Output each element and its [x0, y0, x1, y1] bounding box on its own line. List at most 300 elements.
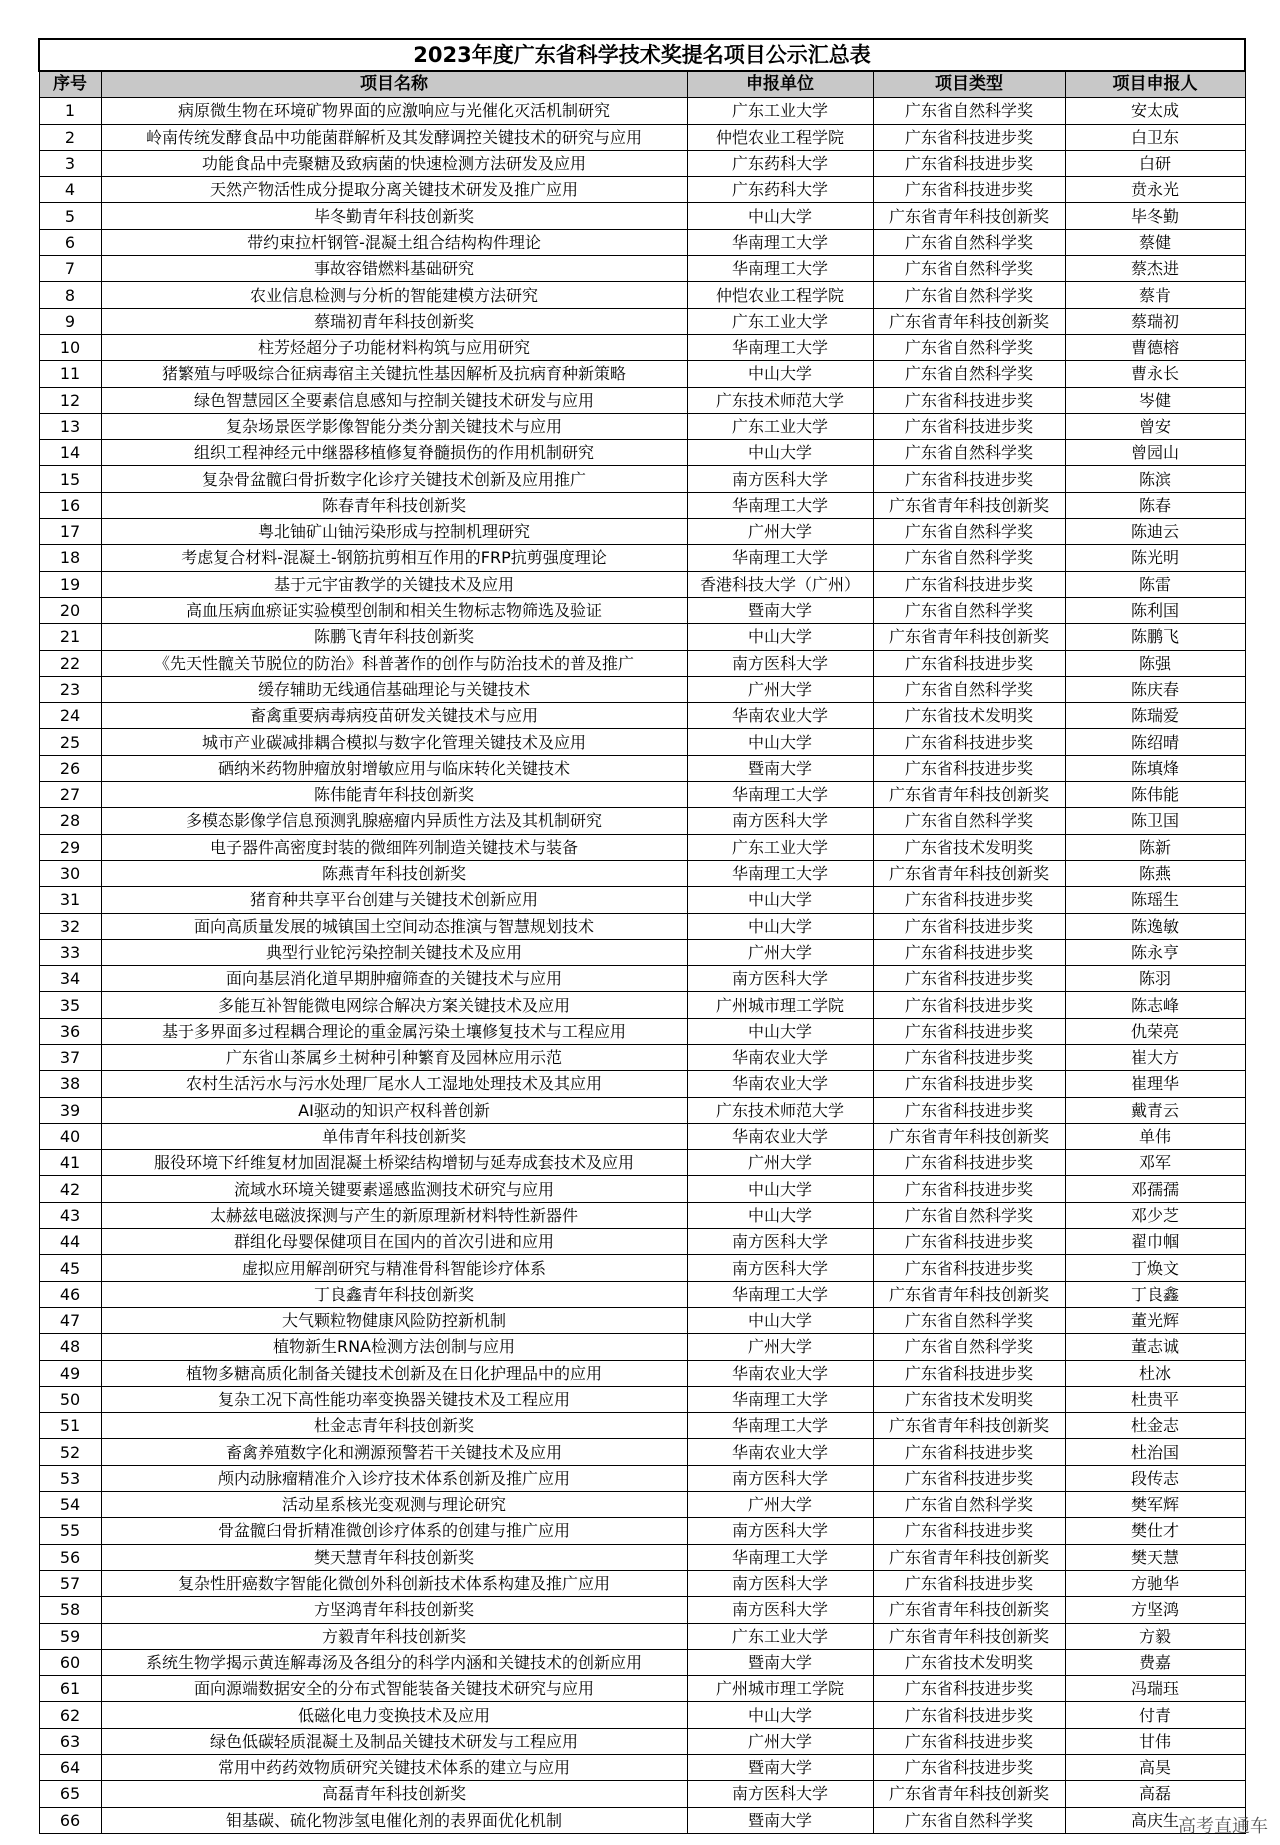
- project-name-cell: 基于多界面多过程耦合理论的重金属污染土壤修复技术与工程应用: [101, 1018, 687, 1044]
- applicant-unit-cell: 广东工业大学: [687, 1623, 873, 1649]
- project-name-cell: 畜禽养殖数字化和溯源预警若干关键技术及应用: [101, 1439, 687, 1465]
- row-number-cell: 56: [39, 1544, 101, 1570]
- project-type-cell: 广东省青年科技创新奖: [873, 1597, 1065, 1623]
- applicant-name-cell: 仇荣亮: [1065, 1018, 1245, 1044]
- row-number-cell: 58: [39, 1597, 101, 1623]
- applicant-name-cell: 陈绍晴: [1065, 729, 1245, 755]
- project-name-cell: 事故容错燃料基础研究: [101, 256, 687, 282]
- table-row: [39, 1465, 1245, 1491]
- project-name-cell: 方坚鸿青年科技创新奖: [101, 1597, 687, 1623]
- project-type-cell: 广东省科技进步奖: [873, 913, 1065, 939]
- applicant-name-cell: 陈志峰: [1065, 992, 1245, 1018]
- project-name-cell: 农业信息检测与分析的智能建模方法研究: [101, 282, 687, 308]
- applicant-unit-cell: 南方医科大学: [687, 1465, 873, 1491]
- table-row: [39, 150, 1245, 176]
- table-row: [39, 1176, 1245, 1202]
- table-row: [39, 913, 1245, 939]
- applicant-unit-cell: 广州大学: [687, 1728, 873, 1754]
- applicant-name-cell: 蔡瑞初: [1065, 308, 1245, 334]
- table-body: [39, 98, 1245, 1834]
- applicant-unit-cell: 南方医科大学: [687, 808, 873, 834]
- applicant-unit-cell: 仲恺农业工程学院: [687, 124, 873, 150]
- applicant-unit-cell: 华南理工大学: [687, 1386, 873, 1412]
- project-name-cell: 面向源端数据安全的分布式智能装备关键技术研究与应用: [101, 1676, 687, 1702]
- watermark-text: 高考直通车: [1178, 1816, 1268, 1837]
- project-name-cell: 陈春青年科技创新奖: [101, 492, 687, 518]
- project-type-cell: 广东省科技进步奖: [873, 150, 1065, 176]
- row-number-cell: 35: [39, 992, 101, 1018]
- table-row: [39, 1044, 1245, 1070]
- project-type-cell: 广东省科技进步奖: [873, 1044, 1065, 1070]
- row-number-cell: 13: [39, 413, 101, 439]
- applicant-unit-cell: 华南理工大学: [687, 860, 873, 886]
- applicant-unit-cell: 中山大学: [687, 1176, 873, 1202]
- applicant-name-cell: 陈鹏飞: [1065, 624, 1245, 650]
- applicant-unit-cell: 中山大学: [687, 1702, 873, 1728]
- project-name-cell: 骨盆髋臼骨折精准微创诊疗体系的创建与推广应用: [101, 1518, 687, 1544]
- table-row: [39, 1649, 1245, 1675]
- applicant-unit-cell: 广东技术师范大学: [687, 387, 873, 413]
- applicant-unit-cell: 广东工业大学: [687, 834, 873, 860]
- row-number-cell: 46: [39, 1281, 101, 1307]
- table-row: [39, 1150, 1245, 1176]
- applicant-name-cell: 杜贵平: [1065, 1386, 1245, 1412]
- project-name-cell: 广东省山茶属乡土树种引种繁育及园林应用示范: [101, 1044, 687, 1070]
- table-row: [39, 413, 1245, 439]
- row-number-cell: 33: [39, 939, 101, 965]
- project-name-cell: 系统生物学揭示黄连解毒汤及各组分的科学内涵和关键技术的创新应用: [101, 1649, 687, 1675]
- project-type-cell: 广东省科技进步奖: [873, 413, 1065, 439]
- project-name-cell: 毕冬勤青年科技创新奖: [101, 203, 687, 229]
- table-row: [39, 334, 1245, 360]
- project-type-cell: 广东省自然科学奖: [873, 1807, 1065, 1833]
- project-name-cell: 电子器件高密度封装的微细阵列制造关键技术与装备: [101, 834, 687, 860]
- project-type-cell: 广东省自然科学奖: [873, 256, 1065, 282]
- project-name-cell: 复杂场景医学影像智能分类分割关键技术与应用: [101, 413, 687, 439]
- header-project-name: 项目名称: [101, 71, 687, 98]
- applicant-unit-cell: 华南理工大学: [687, 334, 873, 360]
- row-number-cell: 66: [39, 1807, 101, 1833]
- applicant-name-cell: 陈瑞爱: [1065, 703, 1245, 729]
- table-row: [39, 203, 1245, 229]
- row-number-cell: 3: [39, 150, 101, 176]
- table-row: [39, 834, 1245, 860]
- row-number-cell: 14: [39, 440, 101, 466]
- applicant-unit-cell: 中山大学: [687, 203, 873, 229]
- applicant-name-cell: 丁良鑫: [1065, 1281, 1245, 1307]
- applicant-unit-cell: 中山大学: [687, 624, 873, 650]
- project-type-cell: 广东省青年科技创新奖: [873, 1544, 1065, 1570]
- row-number-cell: 42: [39, 1176, 101, 1202]
- project-type-cell: 广东省科技进步奖: [873, 1360, 1065, 1386]
- row-number-cell: 38: [39, 1071, 101, 1097]
- table-row: [39, 545, 1245, 571]
- project-name-cell: 服役环境下纤维复材加固混凝土桥梁结构增韧与延寿成套技术及应用: [101, 1150, 687, 1176]
- project-name-cell: 复杂工况下高性能功率变换器关键技术及工程应用: [101, 1386, 687, 1412]
- applicant-name-cell: 冯瑞珏: [1065, 1676, 1245, 1702]
- applicant-name-cell: 甘伟: [1065, 1728, 1245, 1754]
- table-row: [39, 256, 1245, 282]
- table-row: [39, 1439, 1245, 1465]
- table-row: [39, 1570, 1245, 1596]
- applicant-unit-cell: 中山大学: [687, 361, 873, 387]
- applicant-unit-cell: 广州大学: [687, 519, 873, 545]
- project-name-cell: 基于元宇宙教学的关键技术及应用: [101, 571, 687, 597]
- project-name-cell: 颅内动脉瘤精准介入诊疗技术体系创新及推广应用: [101, 1465, 687, 1491]
- applicant-unit-cell: 华南农业大学: [687, 1123, 873, 1149]
- row-number-cell: 25: [39, 729, 101, 755]
- table-row: [39, 1229, 1245, 1255]
- applicant-name-cell: 贲永光: [1065, 177, 1245, 203]
- applicant-name-cell: 曹德榕: [1065, 334, 1245, 360]
- project-type-cell: 广东省自然科学奖: [873, 519, 1065, 545]
- table-row: [39, 1755, 1245, 1781]
- project-name-cell: 虚拟应用解剖研究与精准骨科智能诊疗体系: [101, 1255, 687, 1281]
- table-row: [39, 1807, 1245, 1833]
- row-number-cell: 37: [39, 1044, 101, 1070]
- table-row: [39, 1781, 1245, 1807]
- table-row: [39, 1518, 1245, 1544]
- applicant-unit-cell: 华南理工大学: [687, 1281, 873, 1307]
- project-type-cell: 广东省自然科学奖: [873, 597, 1065, 623]
- project-name-cell: 常用中药药效物质研究关键技术体系的建立与应用: [101, 1755, 687, 1781]
- applicant-unit-cell: 华南理工大学: [687, 1413, 873, 1439]
- project-name-cell: 植物新生RNA检测方法创制与应用: [101, 1334, 687, 1360]
- applicant-unit-cell: 广州大学: [687, 676, 873, 702]
- applicant-unit-cell: 华南理工大学: [687, 492, 873, 518]
- project-type-cell: 广东省自然科学奖: [873, 1334, 1065, 1360]
- applicant-unit-cell: 南方医科大学: [687, 1255, 873, 1281]
- applicant-name-cell: 付青: [1065, 1702, 1245, 1728]
- row-number-cell: 52: [39, 1439, 101, 1465]
- table-row: [39, 1360, 1245, 1386]
- row-number-cell: 63: [39, 1728, 101, 1754]
- table-row: [39, 939, 1245, 965]
- table-row: [39, 124, 1245, 150]
- applicant-name-cell: 段传志: [1065, 1465, 1245, 1491]
- project-name-cell: 畜禽重要病毒病疫苗研发关键技术与应用: [101, 703, 687, 729]
- table-row: [39, 1334, 1245, 1360]
- project-type-cell: 广东省科技进步奖: [873, 966, 1065, 992]
- project-name-cell: 岭南传统发酵食品中功能菌群解析及其发酵调控关键技术的研究与应用: [101, 124, 687, 150]
- applicant-name-cell: 毕冬勤: [1065, 203, 1245, 229]
- project-type-cell: 广东省科技进步奖: [873, 1728, 1065, 1754]
- project-type-cell: 广东省科技进步奖: [873, 1097, 1065, 1123]
- table-row: [39, 860, 1245, 886]
- applicant-unit-cell: 南方医科大学: [687, 1597, 873, 1623]
- applicant-unit-cell: 中山大学: [687, 1307, 873, 1333]
- project-type-cell: 广东省青年科技创新奖: [873, 1781, 1065, 1807]
- project-type-cell: 广东省技术发明奖: [873, 834, 1065, 860]
- row-number-cell: 45: [39, 1255, 101, 1281]
- applicant-name-cell: 樊仕才: [1065, 1518, 1245, 1544]
- project-name-cell: 钼基碳、硫化物涉氢电催化剂的表界面优化机制: [101, 1807, 687, 1833]
- project-name-cell: 陈燕青年科技创新奖: [101, 860, 687, 886]
- table-row: [39, 1123, 1245, 1149]
- project-type-cell: 广东省技术发明奖: [873, 1649, 1065, 1675]
- applicant-unit-cell: 中山大学: [687, 887, 873, 913]
- project-type-cell: 广东省自然科学奖: [873, 282, 1065, 308]
- applicant-unit-cell: 华南农业大学: [687, 1439, 873, 1465]
- applicant-unit-cell: 广东技术师范大学: [687, 1097, 873, 1123]
- project-type-cell: 广东省自然科学奖: [873, 545, 1065, 571]
- row-number-cell: 48: [39, 1334, 101, 1360]
- table-row: [39, 519, 1245, 545]
- table-row: [39, 650, 1245, 676]
- applicant-unit-cell: 暨南大学: [687, 755, 873, 781]
- table-row: [39, 676, 1245, 702]
- project-name-cell: AI驱动的知识产权科普创新: [101, 1097, 687, 1123]
- table-row: [39, 1097, 1245, 1123]
- project-name-cell: 低磁化电力变换技术及应用: [101, 1702, 687, 1728]
- project-name-cell: 绿色智慧园区全要素信息感知与控制关键技术研发与应用: [101, 387, 687, 413]
- project-name-cell: 硒纳米药物肿瘤放射增敏应用与临床转化关键技术: [101, 755, 687, 781]
- project-type-cell: 广东省自然科学奖: [873, 676, 1065, 702]
- row-number-cell: 65: [39, 1781, 101, 1807]
- applicant-name-cell: 邓孺孺: [1065, 1176, 1245, 1202]
- project-type-cell: 广东省青年科技创新奖: [873, 308, 1065, 334]
- project-type-cell: 广东省青年科技创新奖: [873, 203, 1065, 229]
- applicant-unit-cell: 南方医科大学: [687, 966, 873, 992]
- applicant-name-cell: 曾园山: [1065, 440, 1245, 466]
- applicant-unit-cell: 南方医科大学: [687, 1781, 873, 1807]
- applicant-name-cell: 陈瑶生: [1065, 887, 1245, 913]
- row-number-cell: 10: [39, 334, 101, 360]
- project-type-cell: 广东省自然科学奖: [873, 334, 1065, 360]
- project-type-cell: 广东省科技进步奖: [873, 992, 1065, 1018]
- row-number-cell: 6: [39, 229, 101, 255]
- project-name-cell: 典型行业铊污染控制关键技术及应用: [101, 939, 687, 965]
- applicant-unit-cell: 华南理工大学: [687, 782, 873, 808]
- project-type-cell: 广东省青年科技创新奖: [873, 1413, 1065, 1439]
- applicant-unit-cell: 中山大学: [687, 440, 873, 466]
- project-type-cell: 广东省自然科学奖: [873, 229, 1065, 255]
- row-number-cell: 29: [39, 834, 101, 860]
- applicant-name-cell: 蔡肯: [1065, 282, 1245, 308]
- applicant-name-cell: 丁焕文: [1065, 1255, 1245, 1281]
- project-name-cell: 病原微生物在环境矿物界面的应激响应与光催化灭活机制研究: [101, 98, 687, 124]
- applicant-name-cell: 陈燕: [1065, 860, 1245, 886]
- row-number-cell: 53: [39, 1465, 101, 1491]
- row-number-cell: 59: [39, 1623, 101, 1649]
- project-type-cell: 广东省自然科学奖: [873, 1492, 1065, 1518]
- project-name-cell: 蔡瑞初青年科技创新奖: [101, 308, 687, 334]
- applicant-name-cell: 崔大方: [1065, 1044, 1245, 1070]
- applicant-unit-cell: 中山大学: [687, 913, 873, 939]
- applicant-name-cell: 安太成: [1065, 98, 1245, 124]
- row-number-cell: 31: [39, 887, 101, 913]
- row-number-cell: 41: [39, 1150, 101, 1176]
- row-number-cell: 60: [39, 1649, 101, 1675]
- project-type-cell: 广东省青年科技创新奖: [873, 1123, 1065, 1149]
- project-name-cell: 考虑复合材料-混凝土-钢筋抗剪相互作用的FRP抗剪强度理论: [101, 545, 687, 571]
- project-name-cell: 面向高质量发展的城镇国土空间动态推演与智慧规划技术: [101, 913, 687, 939]
- row-number-cell: 20: [39, 597, 101, 623]
- table-row: [39, 808, 1245, 834]
- row-number-cell: 61: [39, 1676, 101, 1702]
- row-number-cell: 15: [39, 466, 101, 492]
- project-name-cell: 面向基层消化道早期肿瘤筛查的关键技术与应用: [101, 966, 687, 992]
- project-type-cell: 广东省科技进步奖: [873, 1071, 1065, 1097]
- table-row: [39, 597, 1245, 623]
- project-name-cell: 多模态影像学信息预测乳腺癌瘤内异质性方法及其机制研究: [101, 808, 687, 834]
- project-type-cell: 广东省科技进步奖: [873, 1018, 1065, 1044]
- table-row: [39, 1386, 1245, 1412]
- project-name-cell: 复杂骨盆髋臼骨折数字化诊疗关键技术创新及应用推广: [101, 466, 687, 492]
- applicant-name-cell: 董光辉: [1065, 1307, 1245, 1333]
- project-name-cell: 单伟青年科技创新奖: [101, 1123, 687, 1149]
- header-no: 序号: [39, 71, 101, 98]
- table-row: [39, 229, 1245, 255]
- row-number-cell: 47: [39, 1307, 101, 1333]
- applicant-unit-cell: 广州城市理工学院: [687, 1676, 873, 1702]
- row-number-cell: 30: [39, 860, 101, 886]
- project-type-cell: 广东省科技进步奖: [873, 1755, 1065, 1781]
- table-row: [39, 782, 1245, 808]
- applicant-unit-cell: 华南理工大学: [687, 545, 873, 571]
- applicant-name-cell: 邓少芝: [1065, 1202, 1245, 1228]
- applicant-name-cell: 陈羽: [1065, 966, 1245, 992]
- project-type-cell: 广东省科技进步奖: [873, 1676, 1065, 1702]
- project-name-cell: 柱芳烃超分子功能材料构筑与应用研究: [101, 334, 687, 360]
- project-name-cell: 陈伟能青年科技创新奖: [101, 782, 687, 808]
- applicant-name-cell: 陈填烽: [1065, 755, 1245, 781]
- table-row: [39, 571, 1245, 597]
- project-type-cell: 广东省科技进步奖: [873, 1518, 1065, 1544]
- project-name-cell: 太赫兹电磁波探测与产生的新原理新材料特性新器件: [101, 1202, 687, 1228]
- table-row: [39, 177, 1245, 203]
- applicant-name-cell: 翟巾帼: [1065, 1229, 1245, 1255]
- project-type-cell: 广东省自然科学奖: [873, 98, 1065, 124]
- table-row: [39, 361, 1245, 387]
- project-name-cell: 绿色低碳轻质混凝土及制品关键技术研发与工程应用: [101, 1728, 687, 1754]
- project-name-cell: 组织工程神经元中继器移植修复脊髓损伤的作用机制研究: [101, 440, 687, 466]
- project-name-cell: 群组化母婴保健项目在国内的首次引进和应用: [101, 1229, 687, 1255]
- table-row: [39, 966, 1245, 992]
- table-row: [39, 492, 1245, 518]
- table-row: [39, 1202, 1245, 1228]
- applicant-name-cell: 樊军辉: [1065, 1492, 1245, 1518]
- project-name-cell: 流域水环境关键要素遥感监测技术研究与应用: [101, 1176, 687, 1202]
- row-number-cell: 43: [39, 1202, 101, 1228]
- row-number-cell: 9: [39, 308, 101, 334]
- table-row: [39, 1413, 1245, 1439]
- applicant-unit-cell: 华南农业大学: [687, 1360, 873, 1386]
- row-number-cell: 23: [39, 676, 101, 702]
- project-type-cell: 广东省科技进步奖: [873, 1255, 1065, 1281]
- project-name-cell: 城市产业碳减排耦合模拟与数字化管理关键技术及应用: [101, 729, 687, 755]
- table-row: [39, 466, 1245, 492]
- table-row: [39, 624, 1245, 650]
- applicant-name-cell: 岑健: [1065, 387, 1245, 413]
- summary-sheet: [38, 38, 1244, 1834]
- table-row: [39, 1307, 1245, 1333]
- applicant-name-cell: 曹永长: [1065, 361, 1245, 387]
- applicant-unit-cell: 广东工业大学: [687, 413, 873, 439]
- row-number-cell: 51: [39, 1413, 101, 1439]
- applicant-name-cell: 陈春: [1065, 492, 1245, 518]
- project-name-cell: 丁良鑫青年科技创新奖: [101, 1281, 687, 1307]
- project-name-cell: 活动星系核光变观测与理论研究: [101, 1492, 687, 1518]
- project-type-cell: 广东省科技进步奖: [873, 939, 1065, 965]
- project-type-cell: 广东省自然科学奖: [873, 1202, 1065, 1228]
- row-number-cell: 54: [39, 1492, 101, 1518]
- table-row: [39, 98, 1245, 124]
- applicant-unit-cell: 南方医科大学: [687, 1229, 873, 1255]
- applicant-unit-cell: 南方医科大学: [687, 1570, 873, 1596]
- project-type-cell: 广东省科技进步奖: [873, 1465, 1065, 1491]
- project-type-cell: 广东省自然科学奖: [873, 808, 1065, 834]
- applicant-unit-cell: 广东工业大学: [687, 98, 873, 124]
- row-number-cell: 18: [39, 545, 101, 571]
- applicant-name-cell: 蔡杰进: [1065, 256, 1245, 282]
- applicant-name-cell: 陈新: [1065, 834, 1245, 860]
- project-type-cell: 广东省科技进步奖: [873, 124, 1065, 150]
- project-type-cell: 广东省科技进步奖: [873, 755, 1065, 781]
- project-name-cell: 樊天慧青年科技创新奖: [101, 1544, 687, 1570]
- header-project-type: 项目类型: [873, 71, 1065, 98]
- applicant-name-cell: 方坚鸿: [1065, 1597, 1245, 1623]
- applicant-name-cell: 崔理华: [1065, 1071, 1245, 1097]
- project-type-cell: 广东省科技进步奖: [873, 1570, 1065, 1596]
- applicant-unit-cell: 广东药科大学: [687, 177, 873, 203]
- applicant-name-cell: 陈光明: [1065, 545, 1245, 571]
- applicant-name-cell: 陈永亨: [1065, 939, 1245, 965]
- project-name-cell: 粤北铀矿山铀污染形成与控制机理研究: [101, 519, 687, 545]
- project-name-cell: 带约束拉杆钢管-混凝土组合结构构件理论: [101, 229, 687, 255]
- applicant-name-cell: 方毅: [1065, 1623, 1245, 1649]
- project-name-cell: 缓存辅助无线通信基础理论与关键技术: [101, 676, 687, 702]
- applicant-name-cell: 陈滨: [1065, 466, 1245, 492]
- project-name-cell: 农村生活污水与污水处理厂尾水人工湿地处理技术及其应用: [101, 1071, 687, 1097]
- project-type-cell: 广东省青年科技创新奖: [873, 860, 1065, 886]
- project-type-cell: 广东省科技进步奖: [873, 466, 1065, 492]
- applicant-unit-cell: 南方医科大学: [687, 650, 873, 676]
- applicant-unit-cell: 广州城市理工学院: [687, 992, 873, 1018]
- table-row: [39, 729, 1245, 755]
- applicant-unit-cell: 广东药科大学: [687, 150, 873, 176]
- project-type-cell: 广东省技术发明奖: [873, 703, 1065, 729]
- project-type-cell: 广东省科技进步奖: [873, 1702, 1065, 1728]
- row-number-cell: 19: [39, 571, 101, 597]
- project-name-cell: 天然产物活性成分提取分离关键技术研发及推广应用: [101, 177, 687, 203]
- table-title: 2023年度广东省科学技术奖提名项目公示汇总表: [39, 39, 1245, 71]
- applicant-name-cell: 董志诚: [1065, 1334, 1245, 1360]
- row-number-cell: 21: [39, 624, 101, 650]
- row-number-cell: 50: [39, 1386, 101, 1412]
- project-type-cell: 广东省科技进步奖: [873, 571, 1065, 597]
- project-name-cell: 多能互补智能微电网综合解决方案关键技术及应用: [101, 992, 687, 1018]
- table-row: [39, 887, 1245, 913]
- project-type-cell: 广东省技术发明奖: [873, 1386, 1065, 1412]
- row-number-cell: 2: [39, 124, 101, 150]
- row-number-cell: 32: [39, 913, 101, 939]
- applicant-unit-cell: 华南理工大学: [687, 256, 873, 282]
- applicant-unit-cell: 中山大学: [687, 1018, 873, 1044]
- applicant-name-cell: 邓军: [1065, 1150, 1245, 1176]
- project-type-cell: 广东省科技进步奖: [873, 1439, 1065, 1465]
- row-number-cell: 40: [39, 1123, 101, 1149]
- applicant-unit-cell: 广州大学: [687, 1492, 873, 1518]
- applicant-name-cell: 单伟: [1065, 1123, 1245, 1149]
- applicant-name-cell: 方驰华: [1065, 1570, 1245, 1596]
- header-row: [39, 71, 1245, 98]
- project-name-cell: 猪育种共享平台创建与关键技术创新应用: [101, 887, 687, 913]
- row-number-cell: 64: [39, 1755, 101, 1781]
- row-number-cell: 26: [39, 755, 101, 781]
- applicant-unit-cell: 南方医科大学: [687, 1518, 873, 1544]
- row-number-cell: 5: [39, 203, 101, 229]
